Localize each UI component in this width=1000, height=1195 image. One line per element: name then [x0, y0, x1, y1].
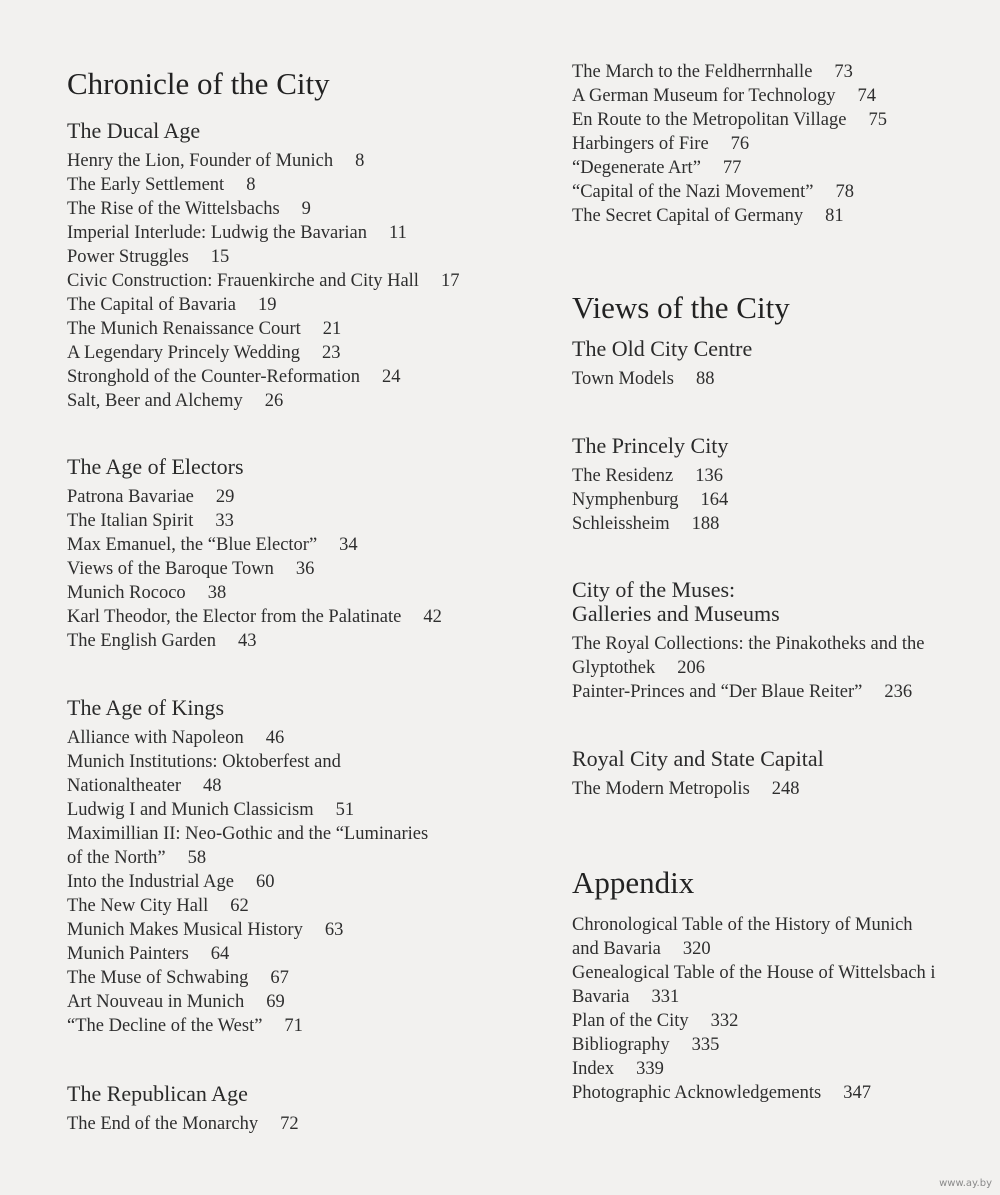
- toc-entry[interactable]: The New City Hall 62: [67, 896, 249, 916]
- toc-entry[interactable]: Art Nouveau in Munich 69: [67, 992, 285, 1012]
- part-title-chronicle: Chronicle of the City: [67, 66, 330, 101]
- toc-entry[interactable]: Munich Makes Musical History 63: [67, 920, 344, 940]
- toc-entry[interactable]: Alliance with Napoleon 46: [67, 728, 285, 748]
- toc-entry[interactable]: The Modern Metropolis 248: [572, 779, 800, 799]
- section-title-ducal-age: The Ducal Age: [67, 118, 201, 143]
- section-entries-ducal-age: [67, 149, 537, 413]
- section-title-republican-age: The Republican Age: [67, 1081, 248, 1106]
- part-title-appendix: Appendix: [572, 865, 695, 900]
- toc-entry[interactable]: “Capital of the Nazi Movement” 78: [572, 182, 854, 202]
- toc-entry[interactable]: Glyptothek 206: [572, 658, 705, 678]
- part-title-views: Views of the City: [572, 290, 790, 325]
- toc-entry[interactable]: Painter-Princes and “Der Blaue Reiter” 236: [572, 682, 913, 702]
- toc-entry[interactable]: and Bavaria 320: [572, 939, 711, 959]
- toc-entry[interactable]: Views of the Baroque Town 36: [67, 559, 315, 579]
- toc-entry[interactable]: The Residenz 136: [572, 466, 723, 486]
- toc-entry[interactable]: En Route to the Metropolitan Village 75: [572, 110, 887, 130]
- toc-entry[interactable]: Town Models 88: [572, 369, 715, 389]
- toc-entry[interactable]: Harbingers of Fire 76: [572, 134, 750, 154]
- section-title-princely-city: The Princely City: [572, 433, 729, 458]
- section-title-age-of-kings: The Age of Kings: [67, 695, 225, 720]
- toc-entry[interactable]: Munich Painters 64: [67, 944, 230, 964]
- toc-entry[interactable]: Stronghold of the Counter-Reformation 24: [67, 367, 401, 387]
- section-entries-age-of-electors: [67, 485, 537, 653]
- toc-entry[interactable]: A Legendary Princely Wedding 23: [67, 343, 341, 363]
- toc-entry[interactable]: Imperial Interlude: Ludwig the Bavarian 11: [67, 223, 407, 243]
- section-entries-republican-age: [67, 1112, 537, 1136]
- toc-entry[interactable]: Salt, Beer and Alchemy 26: [67, 391, 284, 411]
- section-title-old-city-centre: The Old City Centre: [572, 336, 753, 361]
- toc-entry[interactable]: The Secret Capital of Germany 81: [572, 206, 844, 226]
- toc-entry[interactable]: Civic Construction: Frauenkirche and City Hall 17: [67, 271, 460, 291]
- continued-entries: [572, 60, 1000, 228]
- section-entries-appendix: [572, 913, 1000, 1105]
- toc-entry[interactable]: Genealogical Table of the House of Wittelsbach i: [572, 963, 936, 983]
- toc-entry[interactable]: Munich Rococo 38: [67, 583, 227, 603]
- section-title-line-1: City of the Muses:: [572, 577, 736, 602]
- toc-left-column: [67, 60, 537, 1136]
- toc-entry[interactable]: Photographic Acknowledgements 347: [572, 1083, 871, 1103]
- toc-entry[interactable]: “Degenerate Art” 77: [572, 158, 742, 178]
- toc-entry[interactable]: The Muse of Schwabing 67: [67, 968, 289, 988]
- watermark: www.ay.by: [939, 1178, 992, 1189]
- toc-entry[interactable]: The Royal Collections: the Pinakotheks and the: [572, 634, 925, 654]
- toc-entry[interactable]: Bibliography 335: [572, 1035, 720, 1055]
- toc-entry[interactable]: The English Garden 43: [67, 631, 257, 651]
- section-entries-old-city-centre: [572, 367, 1000, 391]
- toc-right-column: [572, 60, 1000, 1105]
- toc-entry[interactable]: Munich Institutions: Oktoberfest and: [67, 752, 341, 772]
- toc-entry[interactable]: The Italian Spirit 33: [67, 511, 234, 531]
- toc-entry[interactable]: Power Struggles 15: [67, 247, 230, 267]
- toc-entry[interactable]: “The Decline of the West” 71: [67, 1016, 303, 1036]
- toc-entry[interactable]: Chronological Table of the History of Munich: [572, 915, 913, 935]
- section-entries-princely-city: [572, 464, 1000, 536]
- toc-entry[interactable]: Ludwig I and Munich Classicism 51: [67, 800, 355, 820]
- toc-entry[interactable]: The End of the Monarchy 72: [67, 1114, 299, 1134]
- toc-entry[interactable]: of the North” 58: [67, 848, 207, 868]
- toc-entry[interactable]: The Rise of the Wittelsbachs 9: [67, 199, 311, 219]
- section-entries-age-of-kings: [67, 726, 537, 1038]
- toc-entry[interactable]: Bavaria 331: [572, 987, 680, 1007]
- section-title-line-2: Galleries and Museums: [572, 601, 780, 626]
- toc-entry[interactable]: Plan of the City 332: [572, 1011, 739, 1031]
- section-entries-royal-city: [572, 777, 1000, 801]
- toc-entry[interactable]: Karl Theodor, the Elector from the Palatinate 42: [67, 607, 442, 627]
- toc-entry[interactable]: A German Museum for Technology 74: [572, 86, 876, 106]
- toc-entry[interactable]: Nymphenburg 164: [572, 490, 729, 510]
- toc-entry[interactable]: Maximillian II: Neo-Gothic and the “Luminaries: [67, 824, 429, 844]
- toc-entry[interactable]: The Capital of Bavaria 19: [67, 295, 277, 315]
- toc-entry[interactable]: Max Emanuel, the “Blue Elector” 34: [67, 535, 358, 555]
- toc-entry[interactable]: Index 339: [572, 1059, 664, 1079]
- toc-entry[interactable]: Into the Industrial Age 60: [67, 872, 275, 892]
- section-title-age-of-electors: The Age of Electors: [67, 454, 244, 479]
- toc-entry[interactable]: The March to the Feldherrnhalle 73: [572, 62, 853, 82]
- toc-entry[interactable]: Nationaltheater 48: [67, 776, 222, 796]
- toc-entry[interactable]: Schleissheim 188: [572, 514, 720, 534]
- toc-entry[interactable]: Henry the Lion, Founder of Munich 8: [67, 151, 365, 171]
- toc-entry[interactable]: The Early Settlement 8: [67, 175, 256, 195]
- toc-entry[interactable]: Patrona Bavariae 29: [67, 487, 235, 507]
- section-title-royal-city: Royal City and State Capital: [572, 746, 824, 771]
- section-title-city-of-muses: [572, 578, 1000, 626]
- section-entries-city-of-muses: [572, 632, 1000, 704]
- toc-entry[interactable]: The Munich Renaissance Court 21: [67, 319, 342, 339]
